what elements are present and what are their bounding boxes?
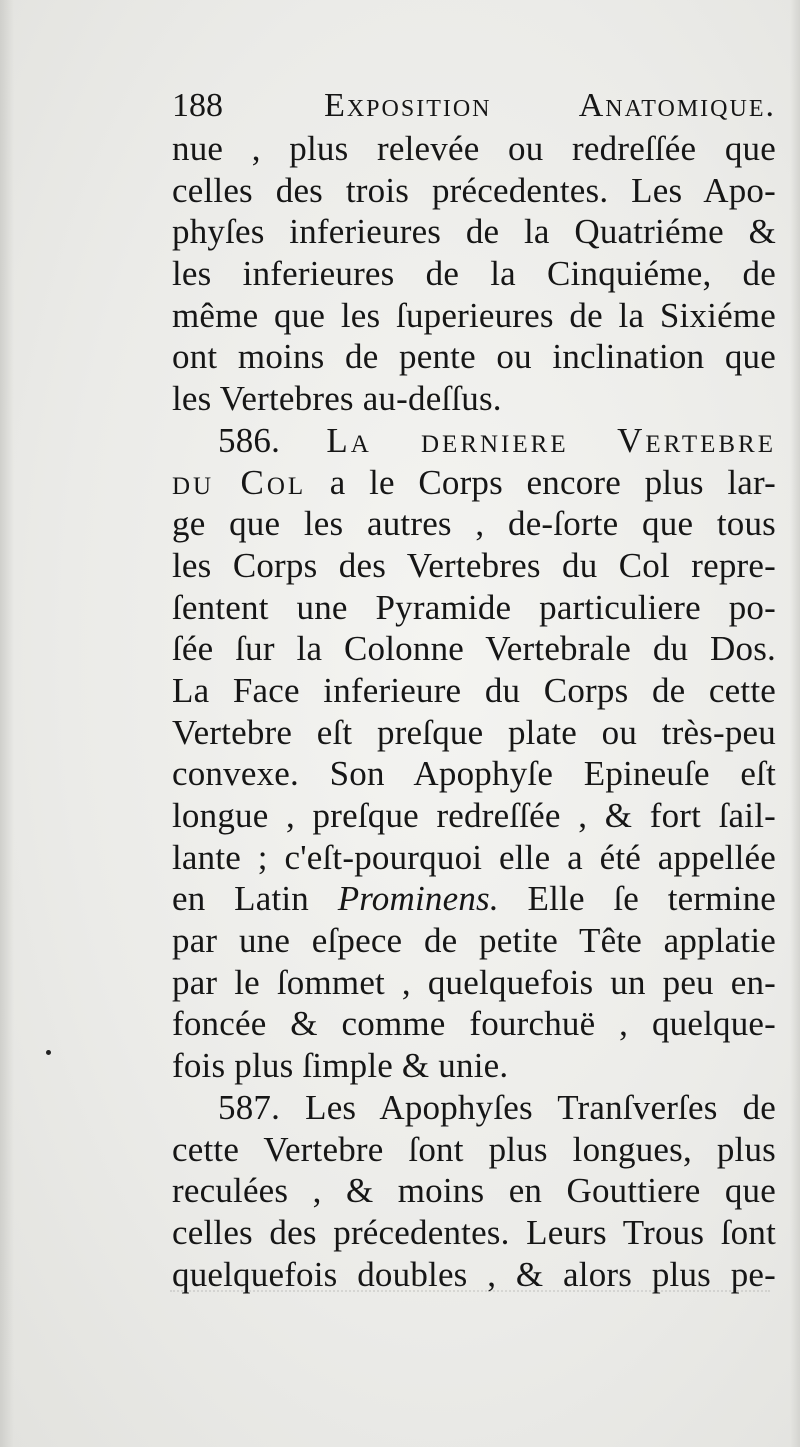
text-line: fois plus ſimple & unie. [172, 1046, 509, 1086]
text-line: par une eſpece de petite Tête applatie [172, 921, 776, 961]
running-header [172, 84, 776, 128]
text-line: ont moins de pente ou inclination que [172, 337, 776, 377]
text-line: les Corps des Vertebres du Col repre- [172, 545, 776, 585]
running-title: Exposition Anatomique. [324, 87, 776, 124]
page-number: 188 [172, 87, 223, 124]
text-line: celles des trois précedentes. Les Apo- [172, 170, 776, 210]
text-line: lante ; c'eſt-pourquoi elle a été appellée [172, 837, 776, 877]
text-line: foncée & comme fourchuë , quelque- [172, 1004, 776, 1044]
paragraph-heading-line [172, 420, 776, 462]
section-heading: La derniere Vertebre [326, 420, 777, 460]
page-edge-shadow [790, 0, 800, 1447]
paragraph-number: 586. [218, 420, 281, 460]
paragraph-586 [172, 420, 776, 1087]
text-line: ge que les autres , de-ſorte que tous [172, 504, 776, 544]
paragraph-number: 587. [218, 1087, 281, 1127]
text-line: nue , plus relevée ou redreſſée que [172, 129, 776, 168]
text-line: quelquefois doubles , & alors plus pe- [172, 1254, 776, 1294]
ink-speck [46, 1050, 51, 1055]
text-line: ſée ſur la Colonne Vertebrale du Dos. [172, 629, 776, 669]
show-through-marks [170, 1290, 770, 1326]
section-heading-cont: du Col [172, 462, 307, 502]
paragraph-585-continuation [172, 128, 776, 420]
text-line: Vertebre eſt preſque plate ou très-peu [172, 712, 776, 752]
text-line: La Face inferieure du Corps de cette [172, 670, 776, 710]
page-gutter-shadow [0, 0, 14, 1447]
text-line: les Vertebres au-deſſus. [172, 379, 502, 419]
text-fragment: Elle ſe termine [527, 879, 777, 919]
text-line: convexe. Son Apophyſe Epineuſe eſt [172, 754, 776, 794]
text-line: longue , preſque redreſſée , & fort ſail- [172, 796, 776, 835]
text-line [172, 1087, 776, 1129]
text-line: même que les ſuperieures de la Sixiéme [172, 295, 776, 335]
text-line: les inferieures de la Cinquiéme, de [172, 254, 776, 294]
text-fragment: Les Apophyſes Tranſverſes de [305, 1087, 776, 1127]
page-text [172, 84, 776, 1295]
paragraph-587 [172, 1087, 776, 1295]
text-line: celles des précedentes. Leurs Trous ſont [172, 1212, 776, 1252]
text-fragment: a le Corps encore plus lar- [329, 462, 776, 502]
text-line: cette Vertebre ſont plus longues, plus [172, 1129, 776, 1169]
latin-term: Prominens. [337, 879, 499, 919]
text-line: phyſes inferieures de la Quatriéme & [172, 212, 776, 252]
text-line: ſentent une Pyramide particuliere po- [172, 587, 776, 627]
text-line: par le ſommet , quelquefois un peu en- [172, 962, 776, 1002]
text-line [172, 878, 776, 920]
text-line: reculées , & moins en Gouttiere que [172, 1171, 776, 1211]
text-fragment: en Latin [172, 879, 309, 919]
text-line [172, 462, 776, 504]
